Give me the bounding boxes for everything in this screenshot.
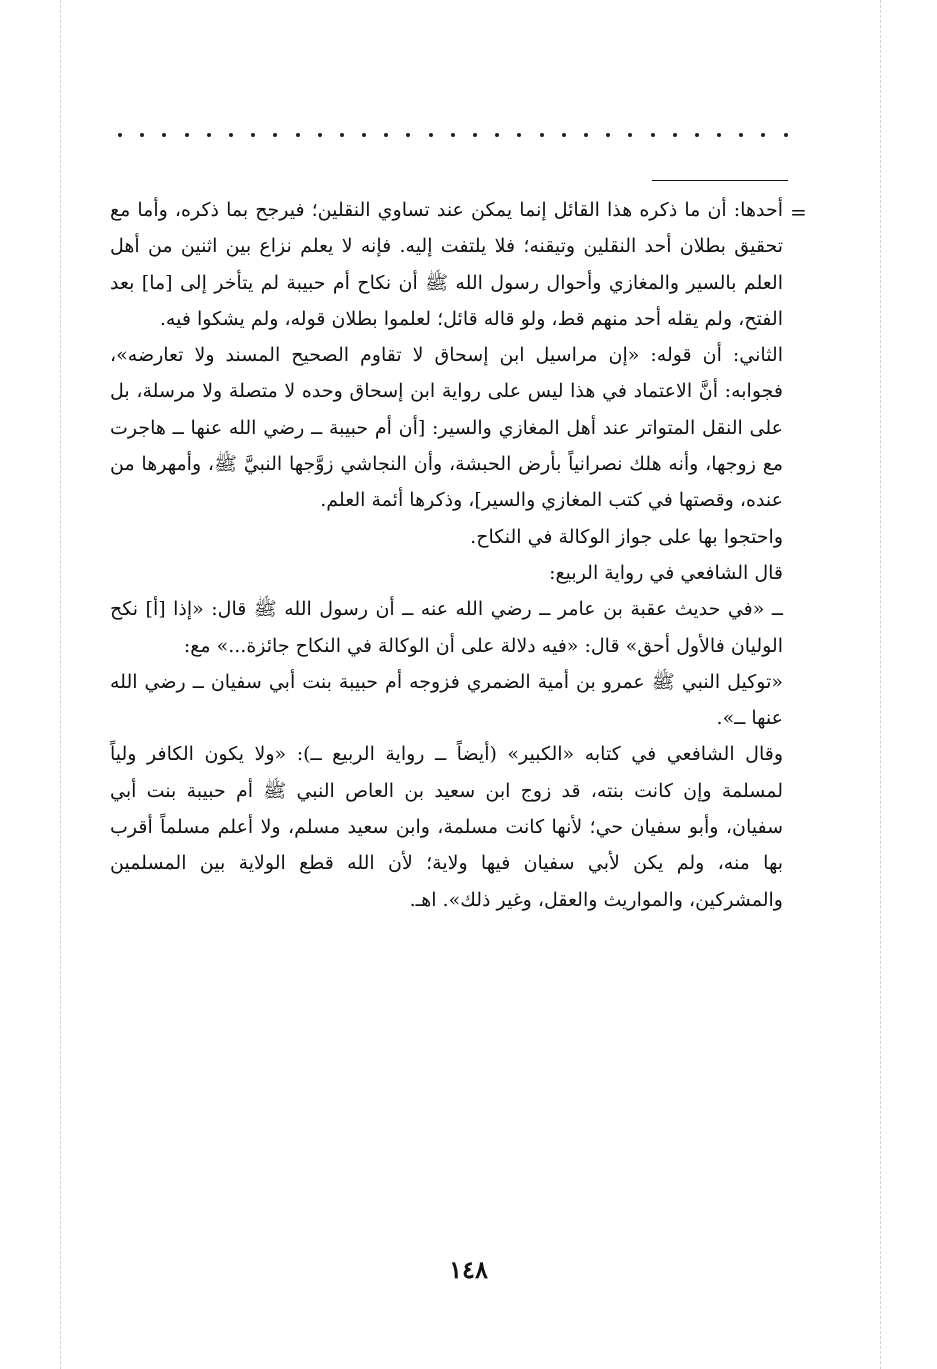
separator-dot bbox=[406, 133, 410, 137]
separator-dot bbox=[296, 133, 300, 137]
separator-dot bbox=[451, 133, 455, 137]
separator-dot bbox=[207, 133, 211, 137]
separator-dot bbox=[340, 133, 344, 137]
paragraph-shafii-rabi: قال الشافعي في رواية الربيع: bbox=[549, 561, 783, 584]
separator-dot bbox=[384, 133, 388, 137]
separator-dot bbox=[118, 133, 122, 137]
footnote-rule bbox=[652, 180, 788, 181]
separator-dot bbox=[562, 133, 566, 137]
paragraph-proxy-amr: «توكيل النبي ﷺ عمرو بن أمية الضمري فزوجه أم حبيبة بنت أبي سفيان ــ رضي الله عنها ــ». bbox=[110, 670, 783, 730]
separator-dot bbox=[185, 133, 189, 137]
paragraph-first-argument: أحدها: أن ما ذكره هذا القائل إنما يمكن عند تساوي النقلين؛ فيرجح بما ذكره، وأما مع تحقيق بطلان أحد النقلين وتيقنه؛ فلا يلتفت إليه. فإنه لا يعلم نزاع بين اثنين من أهل العلم بالسير والمغازي وأحوال رسول الله ﷺ أن نكاح أم حبيبة لم يتأخر إلى [ما] بعد الفتح، ولم يقله أحد منهم قط، ولو قاله قائل؛ لعلموا بطلان قوله، ولم يشكوا فيه. bbox=[110, 199, 783, 330]
footnote-body bbox=[110, 192, 783, 918]
separator-dot bbox=[362, 133, 366, 137]
separator-dot bbox=[473, 133, 477, 137]
separator-dot bbox=[584, 133, 588, 137]
separator-dot bbox=[606, 133, 610, 137]
separator-dot bbox=[739, 133, 743, 137]
separator-dot bbox=[784, 133, 788, 137]
separator-dot bbox=[429, 133, 433, 137]
page-number: ١٤٨ bbox=[449, 1255, 488, 1284]
paragraph-shafii-kabir: وقال الشافعي في كتابه «الكبير» (أيضاً ــ رواية الربيع ــ): «ولا يكون الكافر ولياً لمسلمة وإن كانت بنته، قد زوج ابن سعيد بن العاص النبي ﷺ أم حبيبة بنت أبي سفيان، وأبو سفيان حي؛ لأنها كانت مسلمة، وابن سعيد مسلم، ولا أعلم مسلماً أقرب بها منه، ولم يكن لأبي سفيان فيها ولاية؛ لأن الله قطع الولاية بين المسلمين والمشركين، والمواريث والعقل، وغير ذلك». اهـ. bbox=[110, 743, 783, 911]
continuation-mark: = bbox=[790, 200, 807, 224]
separator-dot bbox=[140, 133, 144, 137]
dotted-separator bbox=[118, 120, 788, 150]
separator-dot bbox=[651, 133, 655, 137]
paragraph-proxy-marriage: واحتجوا بها على جواز الوكالة في النكاح. bbox=[470, 525, 783, 548]
separator-dot bbox=[162, 133, 166, 137]
separator-dot bbox=[229, 133, 233, 137]
paragraph-uqba-hadith: ــ «في حديث عقبة بن عامر ــ رضي الله عنه ــ أن رسول الله ﷺ قال: «إذا [أ] نكح الوليان فالأول أحق» قال: «فيه دلالة على أن الوكالة في النكاح جائزة...» مع: bbox=[110, 598, 783, 657]
separator-dot bbox=[318, 133, 322, 137]
separator-dot bbox=[540, 133, 544, 137]
separator-dot bbox=[695, 133, 699, 137]
paragraph-second-argument: الثاني: أن قوله: «إن مراسيل ابن إسحاق لا تقاوم الصحيح المسند ولا تعارضه»، فجوابه: أنَّ الاعتماد في هذا ليس على رواية ابن إسحاق وحده لا متصلة ولا مرسلة، بل على النقل المتواتر عند أهل المغازي والسير: [أن أم حبيبة ــ رضي الله عنها ــ هاجرت مع زوجها، وأنه هلك نصرانياً بأرض الحبشة، وأن النجاشي زوَّجها النبيَّ ﷺ، وأمهرها من عنده، وقصتها في كتب المغازي والسير]، وذكرها أئمة العلم. bbox=[110, 344, 783, 512]
separator-dot bbox=[495, 133, 499, 137]
separator-dot bbox=[761, 133, 765, 137]
separator-dot bbox=[628, 133, 632, 137]
separator-dot bbox=[673, 133, 677, 137]
separator-dot bbox=[517, 133, 521, 137]
separator-dot bbox=[273, 133, 277, 137]
separator-dot bbox=[251, 133, 255, 137]
separator-dot bbox=[717, 133, 721, 137]
